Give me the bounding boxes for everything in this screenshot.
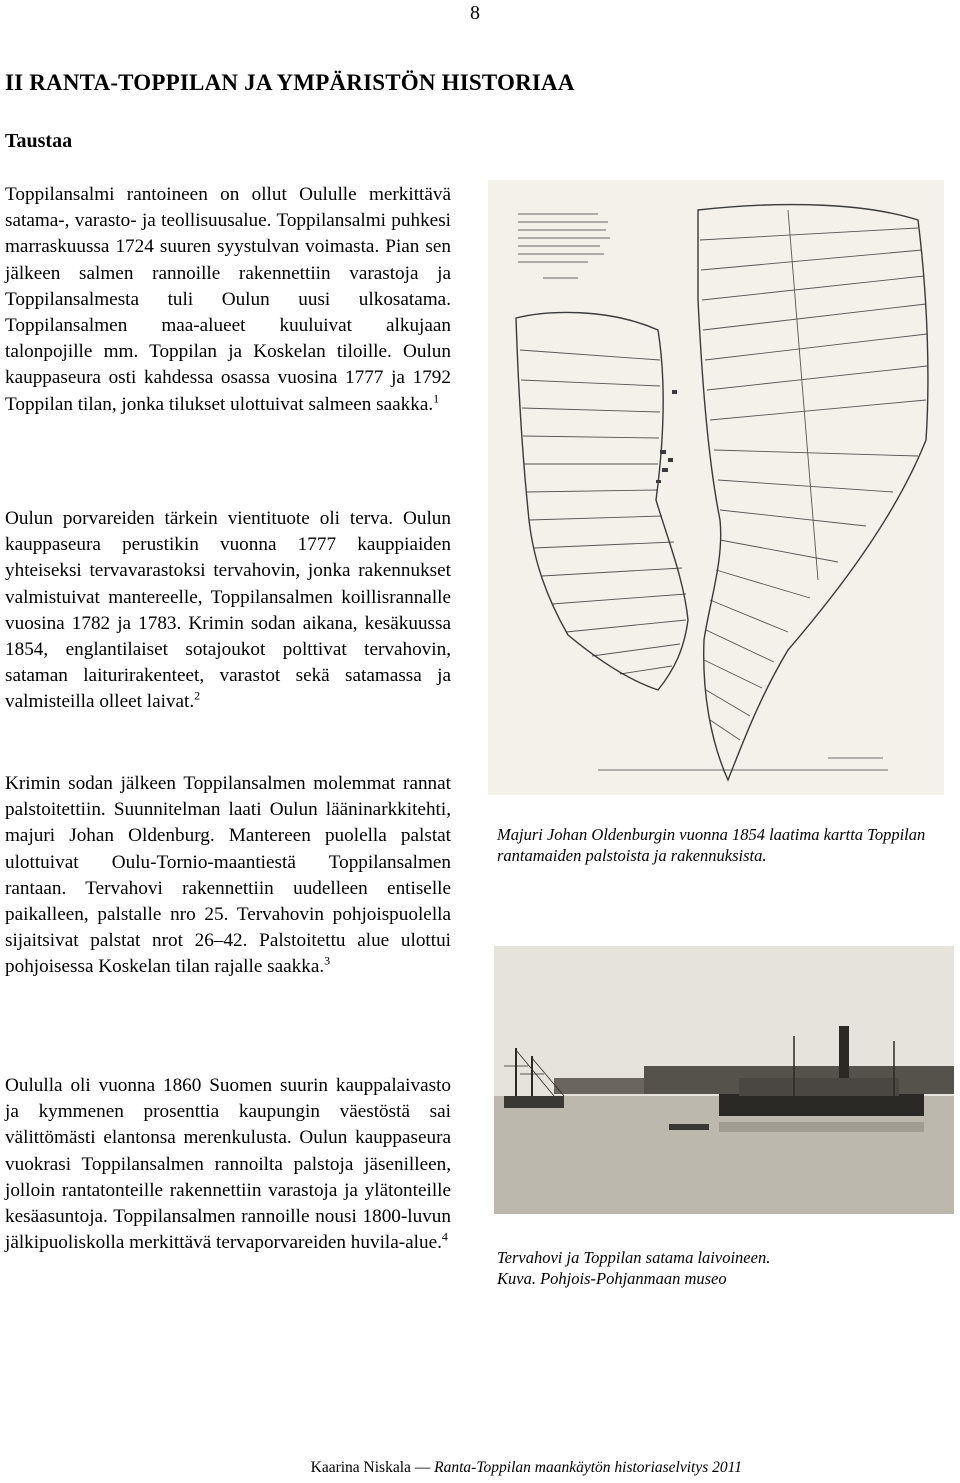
footnote-ref-2: 2: [194, 689, 201, 704]
map-caption: Majuri Johan Oldenburgin vuonna 1854 laatima kartta Toppilan rantamaiden palstoista ja rakennuksista.: [497, 825, 926, 865]
footer-author: Kaarina Niskala —: [310, 1459, 435, 1476]
historic-map-image: [488, 180, 944, 795]
chapter-title: II RANTA-TOPPILAN JA YMPÄRISTÖN HISTORIAA: [5, 70, 575, 95]
paragraph-2-text: Oulun porvareiden tärkein vientituote oli terva. Oulun kauppaseura perustikin vuonna 1777 kauppiaiden yhteiseksi tervavarastoksi tervahovin, jonka rakennukset valmistuivat mantereelle, Toppilansalmen koillisrannalle vuosina 1782 ja 1783. Krimin sodan aikana, kesäkuussa 1854, englantilaiset sotajoukot polttivat tervahovin, sataman laiturirakenteet, varastot sekä satamassa ja valmisteilla olleet laivat.: [5, 508, 451, 713]
footnote-ref-1: 1: [433, 391, 440, 406]
photo-caption-line-1: Tervahovi ja Toppilan satama laivoineen.: [497, 1248, 771, 1267]
page-number: 8: [470, 2, 480, 24]
page-footer: [311, 1459, 742, 1477]
photo-caption-credit: Kuva. Pohjois-Pohjanmaan museo: [497, 1269, 727, 1288]
map-figure: [488, 180, 944, 795]
paragraph-1: [5, 182, 451, 418]
photo-figure: [494, 946, 954, 1214]
photo-caption: [497, 1247, 937, 1289]
paragraph-2: [5, 506, 451, 716]
footnote-ref-4: 4: [441, 1229, 448, 1244]
paragraph-3-text: Krimin sodan jälkeen Toppilansalmen molemmat rannat palstoitettiin. Suunnitelman laati Oulun lääninarkkitehti, majuri Johan Oldenburg. Mantereen puolella palstat ulottuivat Oulu-Tornio-maantiestä Toppilansalmen rantaan. Tervahovi rakennettiin uudelleen entiselle paikalleen, palstalle nro 25. Tervahovin pohjoispuolella sijaitsivat palstat nrot 26–42. Palstoitettu alue ulottui pohjoisessa Koskelan tilan rajalle saakka.: [5, 773, 451, 978]
paragraph-4-text: Oululla oli vuonna 1860 Suomen suurin kauppalaivasto ja kymmenen prosenttia kaupungin väestöstä sai välittömästi elantonsa merenkulusta. Oulun kauppaseura vuokrasi Toppilansalmen rannoilta palstoja jäsenilleen, jolloin rantatonteille rakennettiin varastoja ja ylätonteille kesäasuntoja. Toppilansalmen rannoille nousi 1800-luvun jälkipuoliskolla merkittävä tervaporvareiden huvila-alue.: [5, 1075, 451, 1254]
footnote-ref-3: 3: [324, 954, 331, 969]
paragraph-1-text: Toppilansalmi rantoineen on ollut Oululle merkittävä satama-, varasto- ja teollisuusalue. Toppilansalmi puhkesi marraskuussa 1724 suuren syystulvan voimasta. Pian sen jälkeen salmen rannoille rakennettiin varastoja ja Toppilansalmesta tuli Oulun uusi ulkosatama. Toppilansalmen maa-alueet kuuluivat alkujaan talonpojille mm. Toppilan ja Koskelan tiloille. Oulun kauppaseura osti kahdessa osassa vuosina 1777 ja 1792 Toppilan tilan, jonka tilukset ulottuivat salmeen saakka.: [5, 184, 451, 415]
footer-title: Ranta-Toppilan maankäytön historiaselvitys 2011: [434, 1459, 742, 1476]
paragraph-4: [5, 1073, 451, 1256]
harbour-photo-image: [494, 946, 954, 1214]
paragraph-3: [5, 771, 451, 981]
section-heading: Taustaa: [5, 130, 73, 152]
